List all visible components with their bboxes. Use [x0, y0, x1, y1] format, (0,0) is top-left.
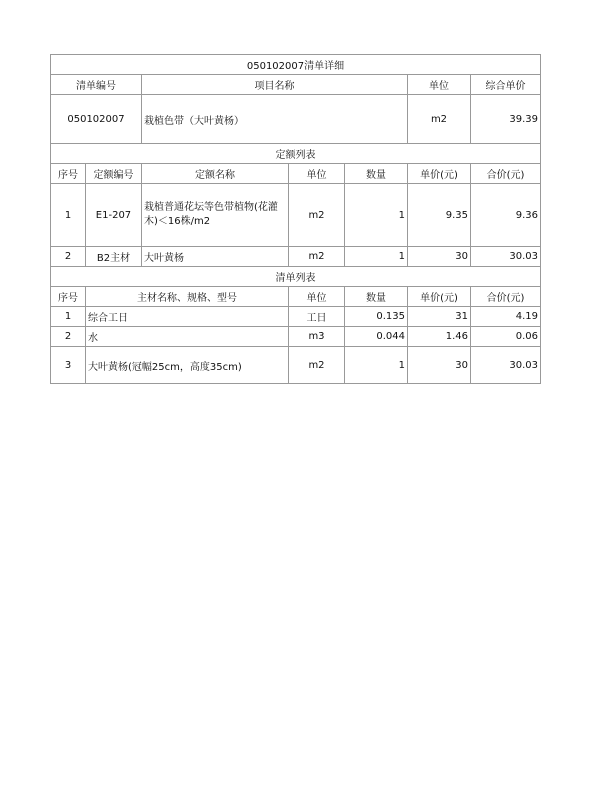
quota-header-row — [51, 164, 541, 184]
materials-name: 大叶黄杨(冠幅25cm，高度35cm) — [86, 347, 289, 384]
materials-total: 0.06 — [471, 327, 541, 347]
bill-detail-table — [50, 54, 541, 384]
materials-title: 清单列表 — [51, 267, 541, 287]
quota-seq: 2 — [51, 247, 86, 267]
materials-total: 4.19 — [471, 307, 541, 327]
quota-header-unit: 单位 — [289, 164, 345, 184]
bill-header-row — [51, 75, 541, 95]
materials-qty: 1 — [345, 347, 408, 384]
quota-unit: m2 — [289, 247, 345, 267]
materials-row — [51, 327, 541, 347]
quota-name: 栽植普通花坛等色带植物(花灌木)＜16株/m2 — [142, 184, 289, 247]
quota-total: 9.36 — [471, 184, 541, 247]
materials-header-seq: 序号 — [51, 287, 86, 307]
bill-row — [51, 95, 541, 144]
bill-unit-price: 39.39 — [471, 95, 541, 144]
materials-seq: 2 — [51, 327, 86, 347]
quota-title: 定额列表 — [51, 144, 541, 164]
materials-row — [51, 307, 541, 327]
quota-qty: 1 — [345, 184, 408, 247]
materials-qty: 0.044 — [345, 327, 408, 347]
materials-header-price: 单价(元) — [408, 287, 471, 307]
materials-qty: 0.135 — [345, 307, 408, 327]
quota-title-row — [51, 144, 541, 164]
quota-header-price: 单价(元) — [408, 164, 471, 184]
materials-unit: m2 — [289, 347, 345, 384]
quota-unit: m2 — [289, 184, 345, 247]
bill-item-name: 栽植色带（大叶黄杨） — [142, 95, 408, 144]
materials-title-row — [51, 267, 541, 287]
materials-header-qty: 数量 — [345, 287, 408, 307]
quota-header-total: 合价(元) — [471, 164, 541, 184]
materials-seq: 3 — [51, 347, 86, 384]
quota-code: E1-207 — [86, 184, 142, 247]
quota-total: 30.03 — [471, 247, 541, 267]
materials-header-total: 合价(元) — [471, 287, 541, 307]
materials-header-name: 主材名称、规格、型号 — [86, 287, 289, 307]
quota-seq: 1 — [51, 184, 86, 247]
bill-title: 050102007清单详细 — [51, 55, 541, 75]
header-item-name: 项目名称 — [142, 75, 408, 95]
materials-unit: 工日 — [289, 307, 345, 327]
quota-row — [51, 247, 541, 267]
materials-name: 水 — [86, 327, 289, 347]
quota-row — [51, 184, 541, 247]
header-bill-code: 清单编号 — [51, 75, 142, 95]
quota-header-seq: 序号 — [51, 164, 86, 184]
quota-header-name: 定额名称 — [142, 164, 289, 184]
quota-price: 9.35 — [408, 184, 471, 247]
materials-header-row — [51, 287, 541, 307]
materials-unit: m3 — [289, 327, 345, 347]
quota-qty: 1 — [345, 247, 408, 267]
bill-unit: m2 — [408, 95, 471, 144]
quota-code: B2主材 — [86, 247, 142, 267]
materials-header-unit: 单位 — [289, 287, 345, 307]
bill-detail-sheet — [50, 54, 540, 384]
materials-name: 综合工日 — [86, 307, 289, 327]
header-unit-price: 综合单价 — [471, 75, 541, 95]
quota-name: 大叶黄杨 — [142, 247, 289, 267]
materials-price: 31 — [408, 307, 471, 327]
quota-header-qty: 数量 — [345, 164, 408, 184]
bill-code: 050102007 — [51, 95, 142, 144]
quota-price: 30 — [408, 247, 471, 267]
materials-seq: 1 — [51, 307, 86, 327]
materials-total: 30.03 — [471, 347, 541, 384]
header-unit: 单位 — [408, 75, 471, 95]
materials-row — [51, 347, 541, 384]
materials-price: 30 — [408, 347, 471, 384]
materials-price: 1.46 — [408, 327, 471, 347]
quota-header-code: 定额编号 — [86, 164, 142, 184]
bill-title-row — [51, 55, 541, 75]
